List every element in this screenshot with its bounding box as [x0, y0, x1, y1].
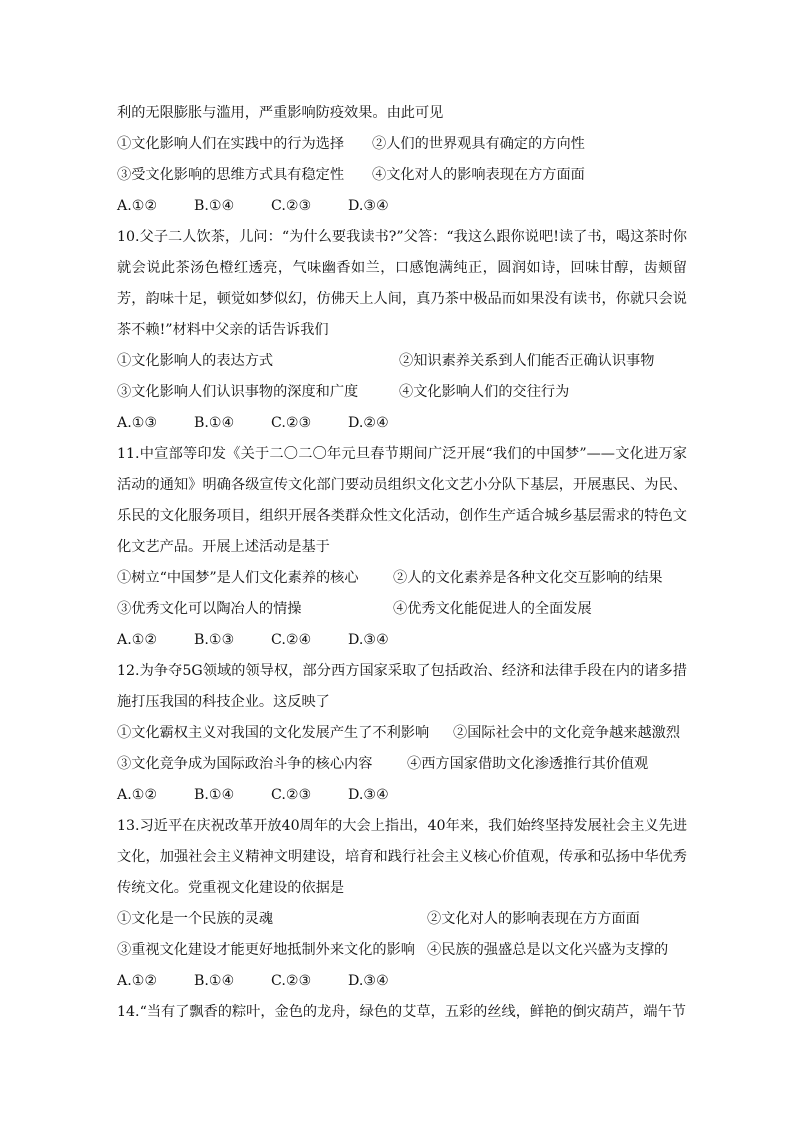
q12-stem: 12.为争夺5G领域的领导权，部分西方国家采取了包括政治、经济和法律手段在内的诸多措施打压我国的科技企业。这反映了 — [117, 663, 687, 710]
q11-option-a[interactable]: A.①② — [117, 632, 158, 648]
q12-option-b[interactable]: B.①④ — [194, 787, 235, 803]
q11-statements-row-1 — [117, 563, 687, 594]
q9-option-b[interactable]: B.①④ — [194, 198, 235, 214]
q11-options — [117, 625, 687, 656]
q9-statement-2: ②人们的世界观具有确定的方向性 — [372, 136, 585, 152]
q10-statements-row-1 — [117, 346, 687, 377]
q13-statement-2: ②文化对人的影响表现在方方面面 — [427, 911, 640, 927]
q10-option-a[interactable]: A.①③ — [117, 415, 158, 431]
q9-statements-row-2 — [117, 160, 687, 191]
q13-statement-3: ③重视文化建设才能更好地抵制外来文化的影响 — [117, 942, 415, 958]
q13-options — [117, 966, 687, 997]
q10-option-d[interactable]: D.②④ — [348, 415, 389, 431]
q9-statements-row-1 — [117, 129, 687, 160]
q10-statement-4: ④文化影响人们的交往行为 — [399, 384, 570, 400]
q12-statements-row-2 — [117, 749, 687, 780]
q10-option-c[interactable]: C.②③ — [271, 415, 312, 431]
q9-option-a[interactable]: A.①② — [117, 198, 158, 214]
q10-statement-1: ①文化影响人的表达方式 — [117, 353, 274, 369]
q12-statement-4: ④西方国家借助文化渗透推行其价值观 — [407, 756, 649, 772]
q11-stem: 11.中宣部等印发《关于二〇二〇年元旦春节期间广泛开展“我们的中国梦”——文化进万家活动的通知》明确各级宣传文化部门要动员组织文化文艺小分队下基层，开展惠民、为民、乐民的文化服务项目，组织开展各类群众性文化活动，创作生产适合城乡基层需求的特色文化文艺产品。开展上述活动是基于 — [117, 446, 687, 555]
q11-statement-4: ④优秀文化能促进人的全面发展 — [393, 601, 592, 617]
q11-option-d[interactable]: D.③④ — [348, 632, 389, 648]
q11-statement-3: ③优秀文化可以陶冶人的情操 — [117, 601, 302, 617]
q11-option-b[interactable]: B.①③ — [194, 632, 235, 648]
q12-option-a[interactable]: A.①② — [117, 787, 158, 803]
q10-statements-row-2 — [117, 377, 687, 408]
intro-line: 利的无限膨胀与滥用，严重影响防疫效果。由此可见 — [117, 105, 444, 121]
q11-statements-row-2 — [117, 594, 687, 625]
q9-options — [117, 191, 687, 222]
q13-option-d[interactable]: D.③④ — [348, 973, 389, 989]
q12-statement-1: ①文化霸权主义对我国的文化发展产生了不利影响 — [117, 725, 430, 741]
q13-option-c[interactable]: C.②③ — [271, 973, 312, 989]
q13-statements-row-1 — [117, 904, 687, 935]
q14-stem: 14.“当有了飘香的粽叶，金色的龙舟，绿色的艾草，五彩的丝线，鲜艳的倒灾葫芦，端午节 — [117, 1004, 686, 1020]
q10-option-b[interactable]: B.①④ — [194, 415, 235, 431]
q13-stem: 13.习近平在庆祝改革开放40周年的大会上指出，40年来，我们始终坚持发展社会主义先进文化，加强社会主义精神文明建设，培育和践行社会主义核心价值观，传承和弘扬中华优秀传统文化。党重视文化建设的依据是 — [117, 818, 687, 896]
q13-option-a[interactable]: A.①② — [117, 973, 158, 989]
q13-option-b[interactable]: B.①④ — [194, 973, 235, 989]
q13-statement-1: ①文化是一个民族的灵魂 — [117, 911, 274, 927]
q9-statement-4: ④文化对人的影响表现在方方面面 — [372, 167, 585, 183]
q9-option-d[interactable]: D.③④ — [348, 198, 389, 214]
q11-statement-2: ②人的文化素养是各种文化交互影响的结果 — [393, 570, 663, 586]
q10-options — [117, 408, 687, 439]
q9-statement-1: ①文化影响人们在实践中的行为选择 — [117, 136, 345, 152]
q12-options — [117, 780, 687, 811]
q9-option-c[interactable]: C.②③ — [271, 198, 312, 214]
q11-statement-1: ①树立“中国梦”是人们文化素养的核心 — [117, 570, 359, 586]
q10-statement-3: ③文化影响人们认识事物的深度和广度 — [117, 384, 359, 400]
q12-statement-2: ②国际社会中的文化竞争越来越激烈 — [453, 725, 681, 741]
q10-statement-2: ②知识素养关系到人们能否正确认识事物 — [399, 353, 655, 369]
document-page — [117, 98, 687, 1028]
q12-option-c[interactable]: C.②③ — [271, 787, 312, 803]
q9-statement-3: ③受文化影响的思维方式具有稳定性 — [117, 167, 345, 183]
q12-statements-row-1 — [117, 718, 687, 749]
q13-statement-4: ④民族的强盛总是以文化兴盛为支撑的 — [427, 942, 669, 958]
q10-stem: 10.父子二人饮茶，儿问：“为什么要我读书?”父答：“我这么跟你说吧!读了书，喝这茶时你就会说此茶汤色橙红透亮，气味幽香如兰，口感饱满纯正，圆润如诗，回味甘醇，齿颊留芳，韵味十足，顿觉如梦似幻，仿佛天上人间，真乃茶中极品而如果没有读书，你就只会说茶不赖!”材料中父亲的话告诉我们 — [117, 229, 687, 338]
q11-option-c[interactable]: C.②④ — [271, 632, 312, 648]
q12-statement-3: ③文化竞争成为国际政治斗争的核心内容 — [117, 756, 373, 772]
q12-option-d[interactable]: D.③④ — [348, 787, 389, 803]
q13-statements-row-2 — [117, 935, 687, 966]
